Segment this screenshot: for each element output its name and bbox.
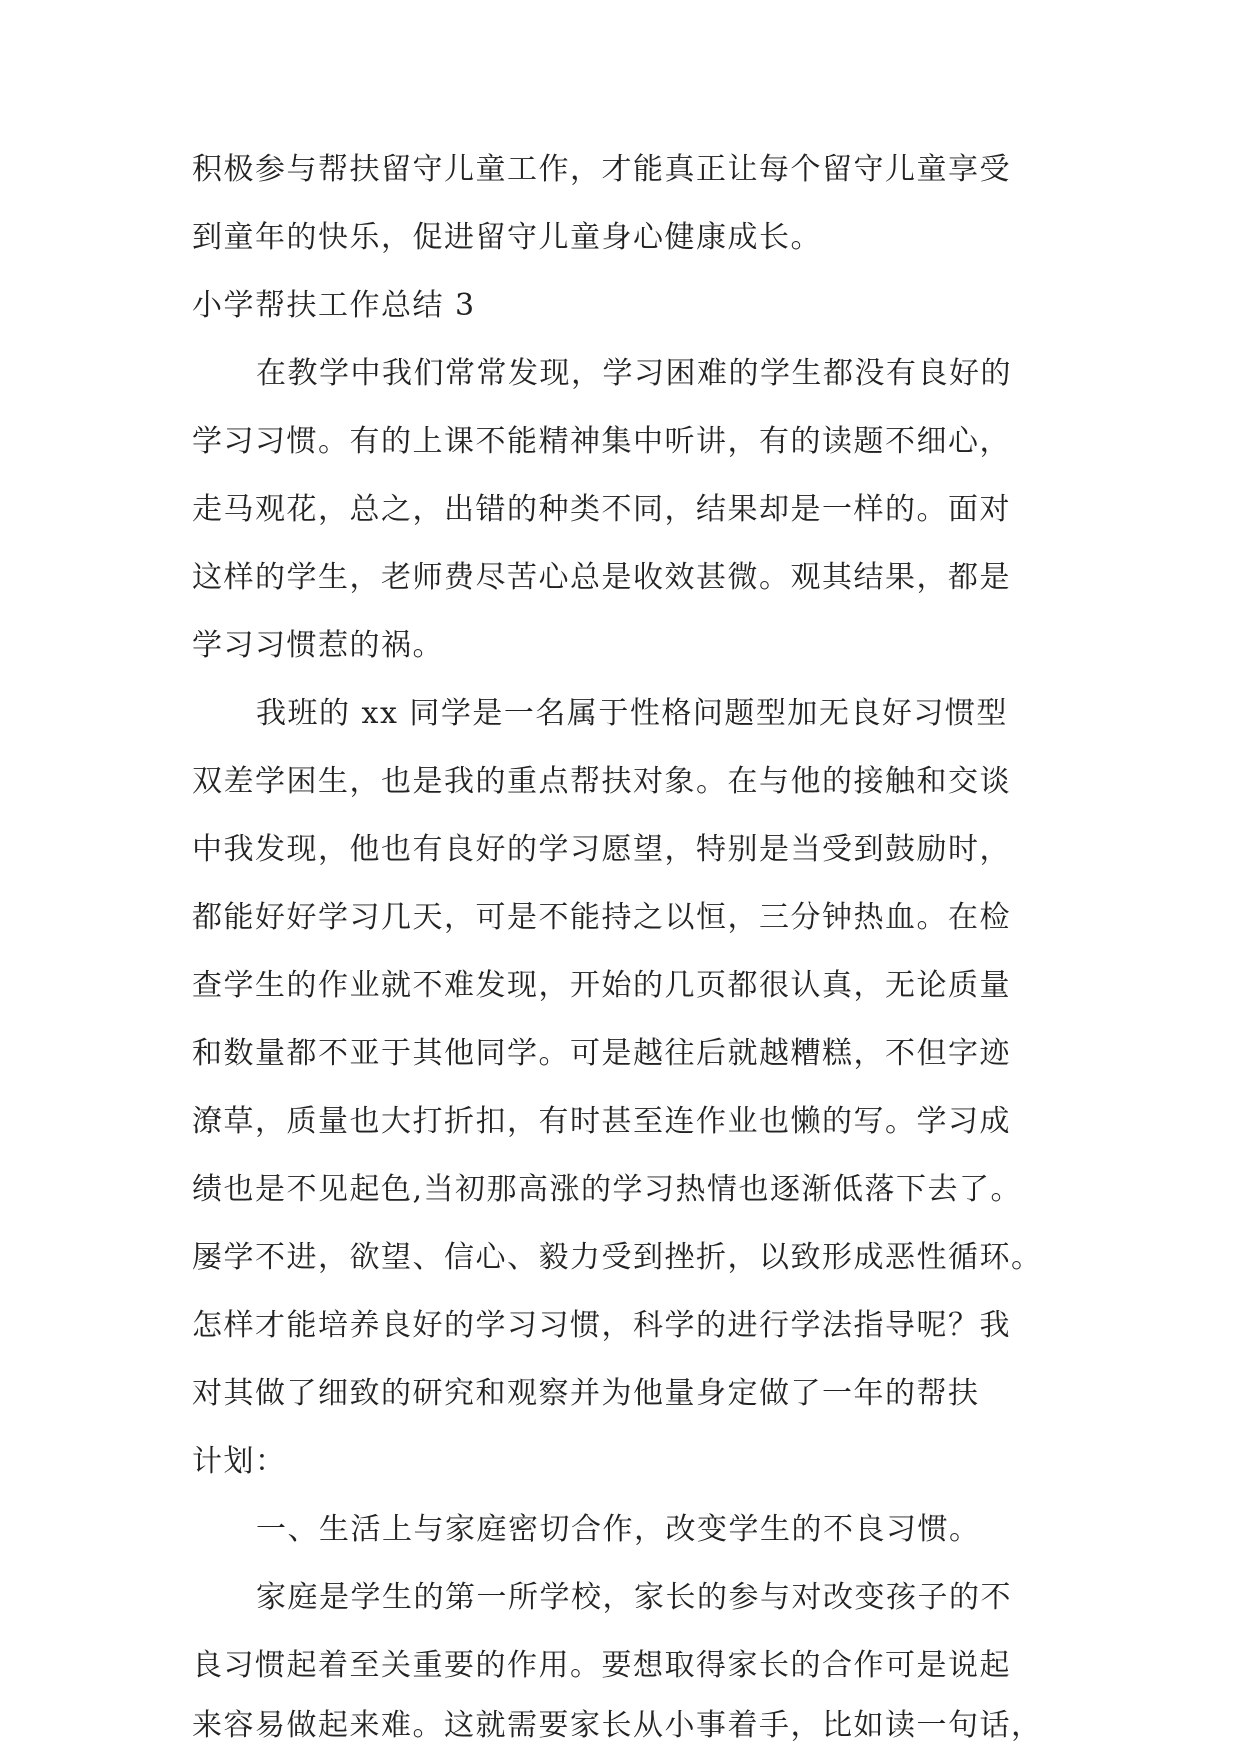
paragraph-line: 在教学中我们常常发现，学习困难的学生都没有良好的 (256, 356, 1012, 391)
paragraph-line: 来容易做起来难。这就需要家长从小事着手，比如读一句话， (192, 1708, 1043, 1743)
paragraph-line: 计划： (192, 1444, 287, 1479)
paragraph-line: 这样的学生，老师费尽苦心总是收效甚微。观其结果，都是 (192, 560, 1011, 595)
paragraph-line: 到童年的快乐，促进留守儿童身心健康成长。 (192, 220, 822, 255)
paragraph-line: 学习习惯惹的祸。 (192, 628, 444, 663)
section-heading: 小学帮扶工作总结 3 (192, 288, 476, 323)
paragraph-line: 绩也是不见起色,当初那高涨的学习热情也逐渐低落下去了。 (192, 1172, 1023, 1207)
paragraph-line: 积极参与帮扶留守儿童工作，才能真正让每个留守儿童享受 (192, 152, 1011, 187)
paragraph-line: 良习惯起着至关重要的作用。要想取得家长的合作可是说起 (192, 1648, 1011, 1683)
paragraph-line: 对其做了细致的研究和观察并为他量身定做了一年的帮扶 (192, 1376, 980, 1411)
paragraph-line: 屡学不进，欲望、信心、毅力受到挫折，以致形成恶性循环。 (192, 1240, 1043, 1275)
paragraph-line: 双差学困生，也是我的重点帮扶对象。在与他的接触和交谈 (192, 764, 1011, 799)
paragraph-line: 查学生的作业就不难发现，开始的几页都很认真，无论质量 (192, 968, 1011, 1003)
paragraph-line: 和数量都不亚于其他同学。可是越往后就越糟糕，不但字迹 (192, 1036, 1011, 1071)
list-item-heading: 一、生活上与家庭密切合作，改变学生的不良习惯。 (256, 1512, 981, 1547)
paragraph-line: 我班的 xx 同学是一名属于性格问题型加无良好习惯型 (256, 696, 1008, 731)
paragraph-line: 学习习惯。有的上课不能精神集中听讲，有的读题不细心， (192, 424, 1011, 459)
paragraph-line: 都能好好学习几天，可是不能持之以恒，三分钟热血。在检 (192, 900, 1011, 935)
paragraph-line: 潦草，质量也大打折扣，有时甚至连作业也懒的写。学习成 (192, 1104, 1011, 1139)
paragraph-line: 中我发现，他也有良好的学习愿望，特别是当受到鼓励时， (192, 832, 1011, 867)
paragraph-line: 怎样才能培养良好的学习习惯，科学的进行学法指导呢？我 (192, 1308, 1011, 1343)
paragraph-line: 家庭是学生的第一所学校，家长的参与对改变孩子的不 (256, 1580, 1012, 1615)
paragraph-line: 走马观花，总之，出错的种类不同，结果却是一样的。面对 (192, 492, 1011, 527)
